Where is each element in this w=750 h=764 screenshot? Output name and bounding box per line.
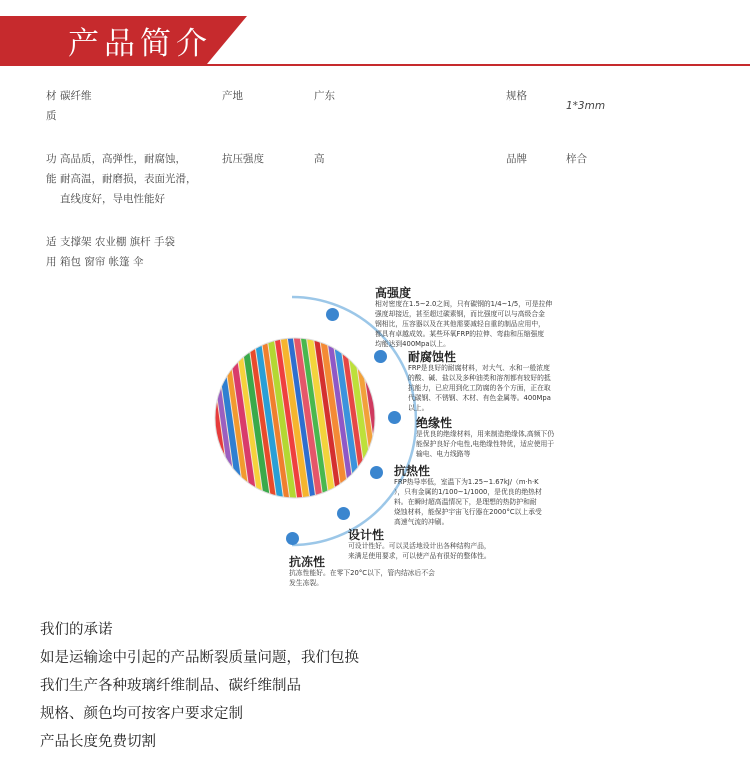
material-value: 碳纤维 <box>60 90 92 102</box>
feature-title-heat: 抗热性 <box>394 464 431 478</box>
feature-text-design: 可设计性好。可以灵活地设计出各种结构产品， 来满足使用要求，可以使产品有很好的整体性。 <box>348 542 491 560</box>
size-label: 规格 <box>506 90 527 102</box>
usage-value: 支撑架 农业棚 旗杆 手袋 箱包 窗帘 帐篷 伞 <box>60 236 176 268</box>
feature-title-frost: 抗冻性 <box>289 555 326 569</box>
origin-label: 产地 <box>222 90 243 102</box>
promise-line-1: 如是运输途中引起的产品断裂质量问题，我们包换 <box>40 650 359 666</box>
size-value: 1*3mm <box>566 100 606 112</box>
feature-title-corrosion: 耐腐蚀性 <box>408 350 457 364</box>
brand-value: 梓合 <box>566 153 587 165</box>
feature-dot-5 <box>337 507 350 520</box>
header-title: 产品简介 <box>68 26 212 62</box>
promise-line-2: 我们生产各种玻璃纤维制品、碳纤维制品 <box>40 678 301 694</box>
section-header <box>0 0 750 70</box>
feature-text-heat: FRP热导率低，室温下为1.25~1.67kJ/（m·h·K ），只有金属的1/100~1/1000，是优良的绝热材 料。在瞬时超高温情况下，是理想的热防护和耐 烧蚀材料，能保护宇宙飞行器在2000°C以上承受 高速气流的冲刷。 <box>394 478 542 526</box>
feature-text-corrosion: FRP是良好的耐腐材料，对大气、水和一般浓度 的酸、碱、盐以及多种油类和溶剂都有较好的抵 抗能力，已应用到化工防腐的各个方面，正在取 代碳钢、不锈钢、木材、有色金属等。400Mpa 以上。 <box>408 364 551 412</box>
feature-dot-2 <box>374 350 387 363</box>
promise-heading: 我们的承诺 <box>40 622 113 638</box>
feature-dot-3 <box>388 411 401 424</box>
origin-value: 广东 <box>314 90 335 102</box>
feature-dot-4 <box>370 466 383 479</box>
rods-photo <box>201 310 389 531</box>
feature-text-strength: 相对密度在1.5~2.0之间，只有碳钢的1/4~1/5，可是拉伸 强度却接近，甚至超过碳素钢，而比强度可以与高级合金 钢相比，压容器以及在其他需要减轻自重的制品应用中， 都具有卓越成效。某些环氧FRP的拉伸、弯曲和压缩强度 均能达到400Mpa以上。 <box>375 300 553 348</box>
feature-dot-1 <box>326 308 339 321</box>
header-divider <box>0 64 750 66</box>
feature-text-insulation: 是优良的绝缘材料，用来制造绝缘体,高频下仍 能保护良好介电性,电绝缘性特优，适应使用于 输电、电力线路等 <box>416 430 555 458</box>
strength-label: 抗压强度 <box>222 153 264 165</box>
function-label: 功 能 <box>46 153 57 185</box>
material-label: 材 质 <box>46 90 57 122</box>
feature-title-strength: 高强度 <box>375 286 412 300</box>
brand-label: 品牌 <box>506 153 527 165</box>
feature-title-design: 设计性 <box>348 528 385 542</box>
promise-line-3: 规格、颜色均可按客户要求定制 <box>40 706 243 722</box>
strength-value: 高 <box>314 153 325 165</box>
feature-dot-6 <box>286 532 299 545</box>
feature-text-frost: 抗冻性能好。在零下20°C以下，管内结冰后不会 发生冻裂。 <box>289 569 435 587</box>
promise-line-4: 产品长度免费切割 <box>40 734 156 750</box>
function-value: 高品质，高弹性，耐腐蚀， 耐高温，耐磨损，表面光滑， 直线度好，导电性能好 <box>60 153 197 205</box>
usage-label: 适 用 <box>46 236 57 268</box>
feature-title-insulation: 绝缘性 <box>416 416 453 430</box>
